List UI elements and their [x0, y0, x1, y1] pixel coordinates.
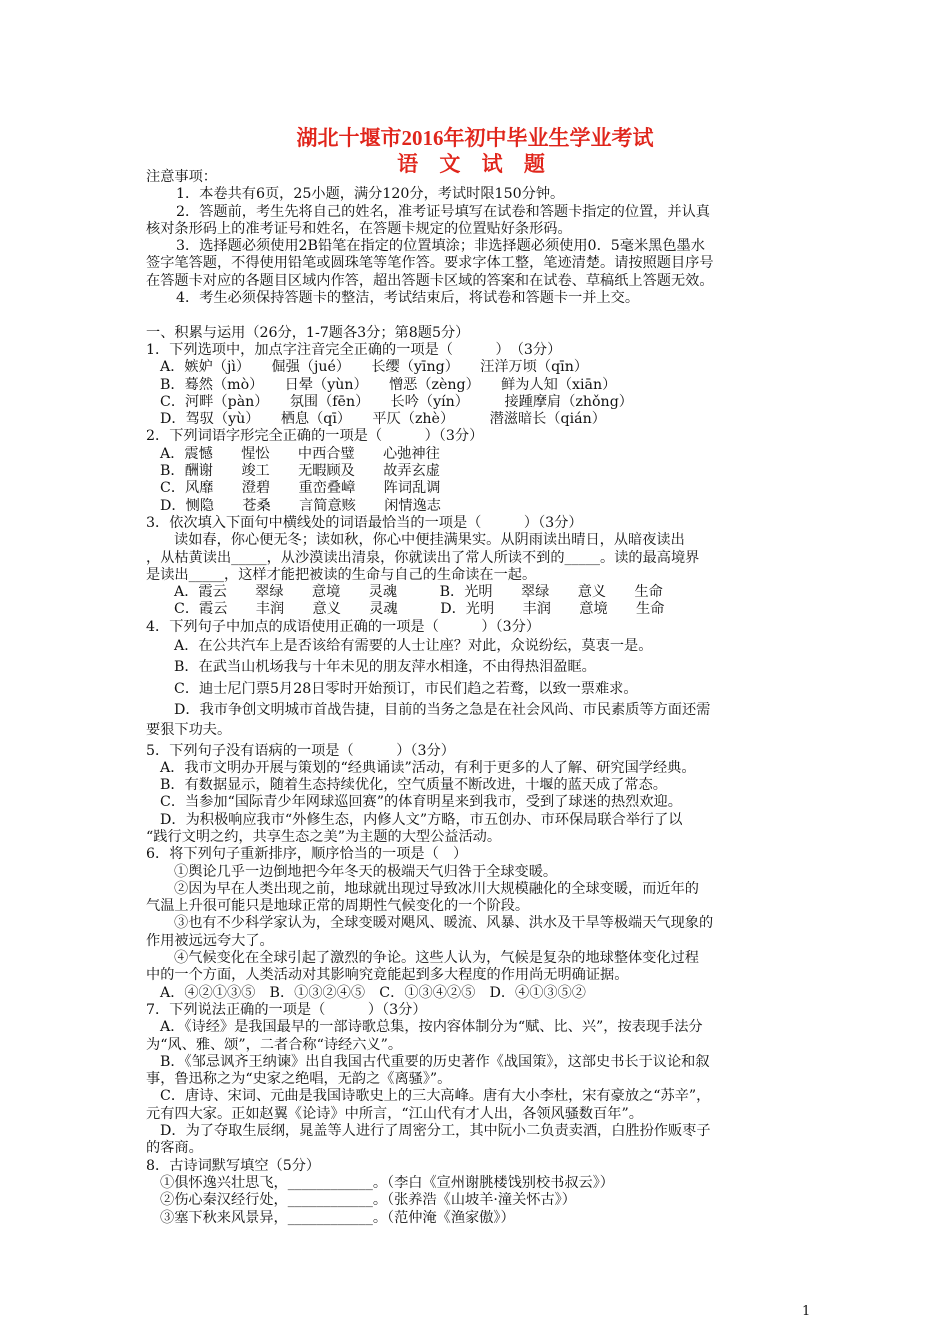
sentence-1: ①舆论几乎一边倒地把今年冬天的极端天气归咎于全球变暖。	[174, 863, 558, 880]
option-b: B．蓦然（mò） 日晕（yùn） 憎恶（zèng） 鲜为人知（xiān）	[160, 376, 617, 393]
section-heading: 一、积累与运用（26分，1-7题各3分；第8题5分）	[146, 324, 470, 341]
option-a: A．《诗经》是我国最早的一部诗歌总集，按内容体制分为“赋、比、兴”，按表现手法分	[160, 1019, 703, 1036]
notice-line: 在答题卡对应的各题目区域内作答，超出答题卡区域的答案和在试卷、草稿纸上答题无效。	[146, 272, 714, 289]
notice-line: 2．答题前，考生先将自己的姓名，准考证号填写在试卷和答题卡指定的位置，并认真	[176, 203, 710, 220]
notice-line: 4．考生必须保持答题卡的整洁，考试结束后，将试卷和答题卡一并上交。	[176, 290, 640, 307]
option-ab: A．霞云 翠绿 意境 灵魂 B．光明 翠绿 意义 生命	[174, 584, 663, 601]
option-d: D．驾驭（yù） 栖息（qī） 平仄（zhè） 潜滋暗长（qián）	[160, 411, 606, 428]
option-c-cont: 元有四大家。正如赵翼《论诗》中所言，“江山代有才人出，各领风骚数百年”。	[146, 1105, 643, 1122]
question-stem: 4．下列句子中加点的成语使用正确的一项是（ ）（3分）	[146, 618, 541, 635]
notice-line: 1．本卷共有6页，25小题，满分120分，考试时限150分钟。	[176, 186, 565, 203]
question-stem: 2．下列词语字形完全正确的一项是（ ）（3分）	[146, 428, 484, 445]
option-b-cont: 事，鲁迅称之为“史家之绝唱，无韵之《离骚》”。	[146, 1071, 452, 1088]
option-a: A．在公共汽车上是否该给有需要的人士让座？对此，众说纷纭，莫衷一是。	[174, 638, 653, 655]
option-a-cont: 为“风、雅、颂”，二者合称“诗经六义”。	[146, 1036, 403, 1053]
option-c: C．唐诗、宋词、元曲是我国诗歌史上的三大高峰。唐有大小李杜，宋有豪放之“苏辛”，	[160, 1088, 711, 1105]
option-d: D．为积极响应我市“外修生态，内修人文”方略，市五创办、市环保局联合举行了以	[160, 811, 683, 828]
poem-blank-2: ②伤心秦汉经行处，____________。（张养浩《山坡羊·潼关怀古》）	[160, 1192, 576, 1209]
question-stem: 5．下列句子没有语病的一项是（ ）（3分）	[146, 742, 455, 759]
poem-blank-3: ③塞下秋来风景异，____________。（范仲淹《渔家傲》）	[160, 1209, 515, 1226]
passage-line: ，从枯黄读出_____，从沙漠读出清泉，你就读出了常人所读不到的_____。读的最高境界	[146, 549, 700, 566]
notice-heading: 注意事项：	[146, 169, 217, 185]
notice-line: 签字笔答题，不得使用铅笔或圆珠笔等笔作答。要求字体工整，笔迹清楚。请按照题目序号	[146, 255, 714, 272]
sentence-4: ④气候变化在全球引起了激烈的争论。这些人认为，气候是复杂的地球整体变化过程	[174, 950, 699, 967]
option-d: D．恻隐 苍桑 言简意赅 闲情逸志	[160, 497, 441, 514]
sentence-3: ③也有不少科学家认为，全球变暖对飓风、暖流、风暴、洪水及干旱等极端天气现象的	[174, 915, 714, 932]
option-d: D．我市争创文明城市首战告捷，目前的当务之急是在社会风尚、市民素质等方面还需	[174, 701, 711, 718]
option-a: A．嫉妒（jì） 倔强（jué） 长缨（yīng） 汪洋万顷（qīn）	[160, 359, 589, 376]
option-a: A．我市文明办开展与策划的“经典诵读”活动，有利于更多的人了解、研究国学经典。	[160, 759, 696, 776]
sentence-2-cont: 气温上升很可能只是地球正常的周期性气候变化的一个阶段。	[146, 898, 530, 915]
sentence-2: ②因为早在人类出现之前，地球就出现过导致冰川大规模融化的全球变暖，而近年的	[174, 880, 699, 897]
option-cd: C．霞云 丰润 意义 灵魂 D．光明 丰润 意境 生命	[174, 601, 665, 618]
poem-blank-1: ①俱怀逸兴壮思飞，____________。（李白《宣州谢朓楼饯别校书叔云》）	[160, 1174, 614, 1191]
exam-content	[146, 169, 810, 1227]
sentence-4-cont: 中的一个方面，人类活动对其影响究竟能起到多大程度的作用尚无明确证据。	[146, 967, 629, 984]
question-stem: 8．古诗词默写填空（5分）	[146, 1157, 321, 1174]
question-stem: 6．将下列句子重新排序，顺序恰当的一项是（ ）	[146, 846, 468, 863]
notice-line: 核对条形码上的准考证号和姓名，在答题卡规定的位置贴好条形码。	[146, 220, 572, 237]
option-b: B．酬谢 竣工 无暇顾及 故弄玄虚	[160, 463, 440, 480]
option-b: B．《邹忌讽齐王纳谏》出自我国古代重要的历史著作《战国策》，这部史书长于议论和叙	[160, 1053, 710, 1070]
options: A．④②①③⑤ B．①③②④⑤ C．①③④②⑤ D．④①③⑤②	[160, 984, 586, 1001]
option-c: C．风靡 澄碧 重峦叠嶂 阵词乱调	[160, 480, 441, 497]
option-c: C．迪士尼门票5月28日零时开始预订，市民们趋之若鹜，以致一票难求。	[174, 680, 638, 697]
option-b: B．在武当山机场我与十年未见的朋友萍水相逢，不由得热泪盈眶。	[174, 659, 596, 676]
option-d-cont: 的客商。	[146, 1140, 203, 1157]
question-stem: 3．依次填入下面句中横线处的词语最恰当的一项是（ ）（3分）	[146, 514, 583, 531]
question-stem: 7．下列说法正确的一项是（ ）（3分）	[146, 1001, 427, 1018]
option-d: D．为了夺取生辰纲，晁盖等人进行了周密分工，其中阮小二负责卖酒，白胜扮作贩枣子	[160, 1123, 711, 1140]
option-d-cont: “践行文明之约，共享生态之美”为主题的大型公益活动。	[146, 828, 502, 845]
option-b: B．有数据显示，随着生态持续优化，空气质量不断改进，十堰的蓝天成了常态。	[160, 777, 667, 794]
exam-subtitle: 语 文 试 题	[397, 152, 553, 176]
option-c: C．当参加“国际青少年网球巡回赛”的体育明星来到我市，受到了球迷的热烈欢迎。	[160, 794, 682, 811]
sentence-3-cont: 作用被远远夸大了。	[146, 932, 274, 949]
passage-line: 是读出_____，这样才能把被读的生命与自己的生命读在一起。	[146, 566, 537, 583]
question-stem: 1．下列选项中，加点字注音完全正确的一项是（ ） （3分）	[146, 341, 562, 358]
notice-line: 3．选择题必须使用2B铅笔在指定的位置填涂；非选择题必须使用0．5毫米黑色墨水	[176, 238, 705, 255]
page-number: 1	[802, 1304, 811, 1319]
option-a: A．震憾 惺忪 中西合璧 心弛神往	[160, 445, 440, 462]
option-d-cont: 要狠下功夫。	[146, 722, 232, 739]
option-c: C．河畔（pàn） 氛围（fēn） 长吟（yín） 接踵摩肩（zhǒng）	[160, 393, 633, 410]
passage-line: 读如春，你心便无冬；读如秋，你心中便挂满果实。从阴雨读出晴日，从暗夜读出	[174, 532, 685, 549]
exam-title: 湖北十堰市2016年初中毕业生学业考试	[296, 126, 654, 150]
